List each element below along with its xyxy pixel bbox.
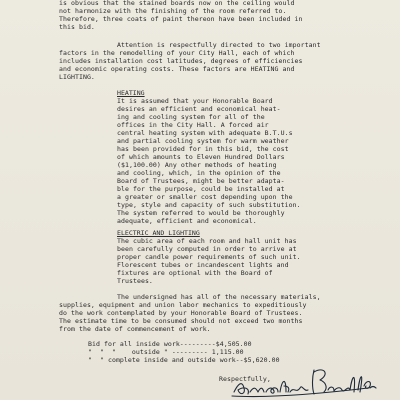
lighting-line: Florescent tubes or incandescent lights and (117, 261, 289, 269)
heating-line: The system referred to would be thoroughly (117, 209, 285, 217)
heating-line: offices in the City Hall. A forced air (117, 121, 269, 129)
intro-line: not harmonize with the finishing of the room referred to. (59, 7, 287, 15)
intro-line: Therefore, three coats of paint thereon have been included in (59, 15, 303, 23)
heating-line: has been provided for in this bid, the cost (117, 145, 289, 153)
undersigned-line: do the work contemplated by your Honorable Board of Trustees. (59, 309, 303, 317)
lighting-line: fixtures are optional with the Board of (117, 269, 273, 277)
lighting-line: Trustees. (117, 277, 153, 285)
heating-line: type, style and capacity of such substitution. (117, 201, 301, 209)
undersigned-line: The estimate time to be consumed should not exceed two months (59, 317, 303, 325)
heating-line: Board of Trustees, might be better adapta- (117, 177, 285, 185)
undersigned-line: The undersigned has all of the necessary materials, (117, 293, 321, 301)
bid-line: " " complete inside and outside work--$5,620.00 (88, 356, 280, 364)
heating-line: ble for the purpose, could be installed at (117, 185, 285, 193)
heating-line: ($1,100.00) Any other methods of heating (117, 161, 277, 169)
handwritten-signature (228, 358, 378, 400)
heating-line: adequate, efficient and economical. (117, 217, 257, 225)
attention-line: Attention is respectfully directed to two important (117, 41, 321, 49)
lighting-line: been carefully computed in order to arrive at (117, 245, 297, 253)
closing-text: Respectfully, (219, 375, 271, 383)
undersigned-line: from the date of commencement of work. (59, 325, 211, 333)
heating-line: of which amounts to Eleven Hundred Dollars (117, 153, 285, 161)
attention-line: and economic operating costs. These factors are HEATING and (59, 65, 295, 73)
intro-line: this bid. (59, 23, 95, 31)
bid-line: Bid for all inside work---------$4,505.00 (88, 340, 252, 348)
heating-line: central heating system with adequate B.T.U.s (117, 129, 293, 137)
bid-line: " " " outside " --------- 1,115.00 (88, 348, 244, 356)
attention-line: includes installation cost latitudes, degrees of efficiencies (59, 57, 303, 65)
intro-line: is obvious that the stained boards now on the ceiling would (59, 0, 295, 7)
lighting-heading: ELECTRIC AND LIGHTING (117, 229, 200, 237)
heating-line: ing and cooling system for all of the (117, 113, 265, 121)
heating-line: a greater or smaller cost depending upon the (117, 193, 293, 201)
lighting-line: proper candle power requirements of such unit. (117, 253, 301, 261)
lighting-line: The cubic area of each room and hall unit has (117, 237, 297, 245)
heating-heading: HEATING (117, 89, 145, 97)
attention-line: LIGHTING. (59, 73, 95, 81)
heating-line: and cooling, which, in the opinion of the (117, 169, 281, 177)
heating-line: It is assumed that your Honorable Board (117, 97, 273, 105)
attention-line: factors in the remodelling of your City Hall, each of which (59, 49, 295, 57)
undersigned-line: supplies, equipment and union labor mechanics to expeditiously (59, 301, 307, 309)
heating-line: and partial cooling system for warm weather (117, 137, 289, 145)
heating-line: desires an efficient and economical heat- (117, 105, 281, 113)
